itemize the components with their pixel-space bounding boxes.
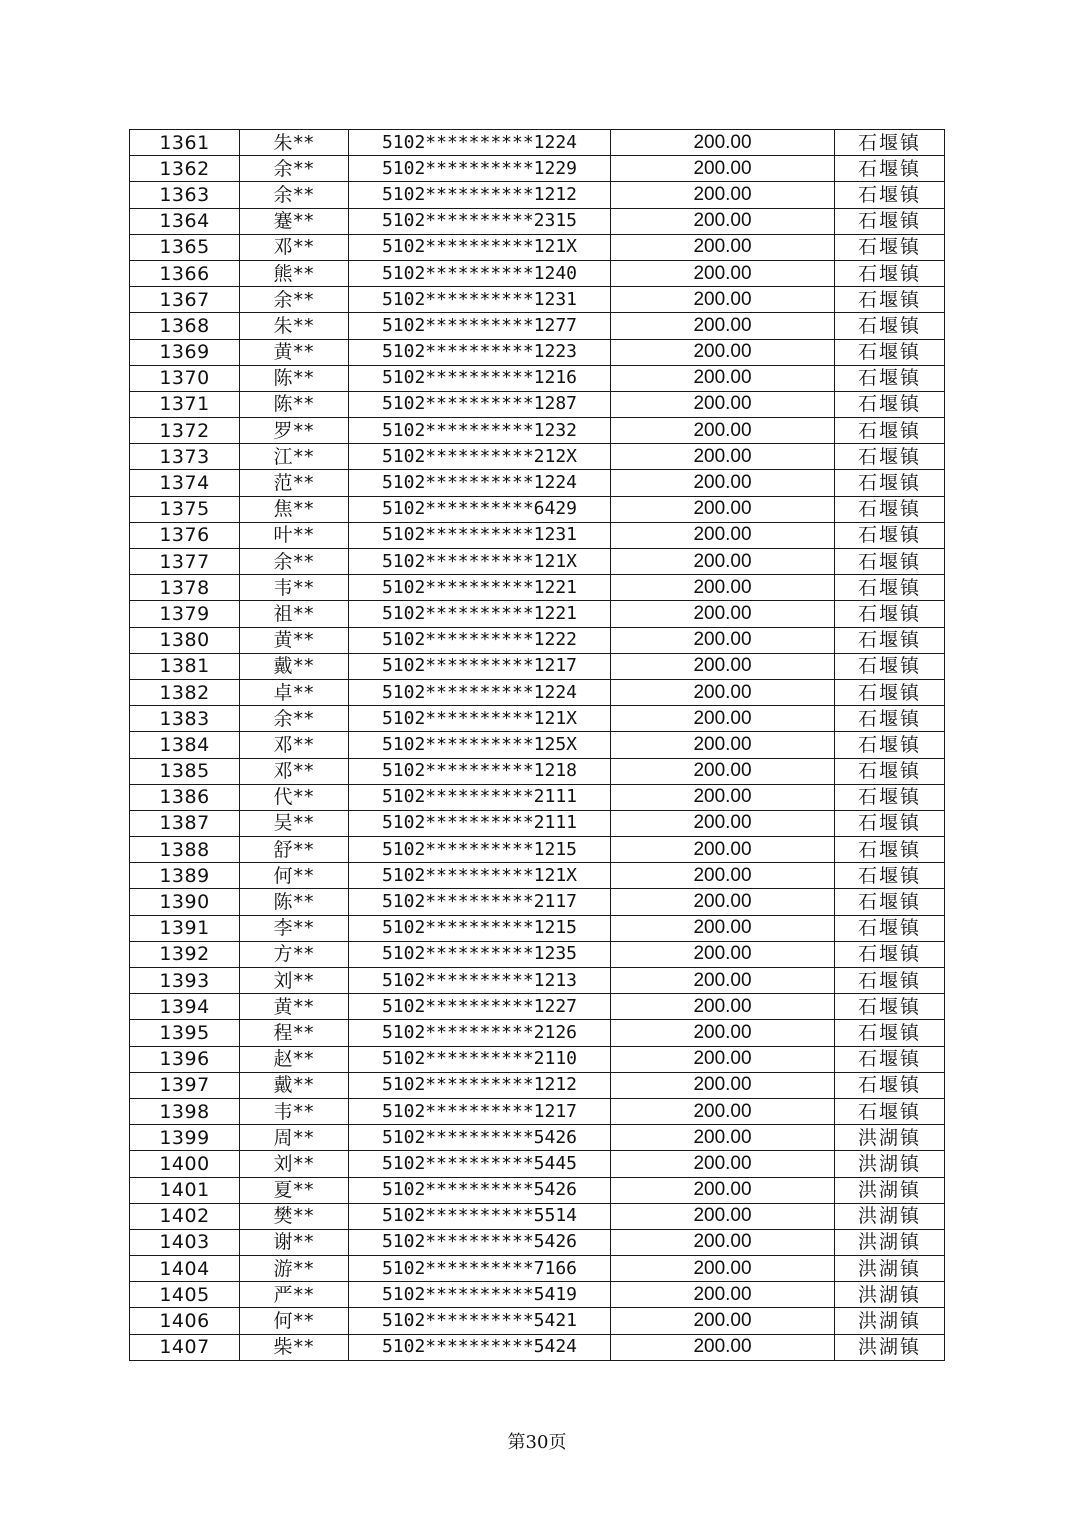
id-number: 5102**********5426 [349, 1125, 611, 1151]
subsidy-amount: 200.00 [611, 1125, 835, 1151]
id-number: 5102**********6429 [349, 496, 611, 522]
id-number: 5102**********121X [349, 706, 611, 732]
id-number: 5102**********1212 [349, 1072, 611, 1098]
person-name: 戴** [240, 653, 349, 679]
subsidy-amount: 200.00 [611, 1098, 835, 1124]
table-row [130, 1151, 945, 1177]
subsidy-amount: 200.00 [611, 287, 835, 313]
table-row [130, 1020, 945, 1046]
table-row [130, 915, 945, 941]
table-row [130, 182, 945, 208]
row-number: 1374 [130, 470, 240, 496]
table-row [130, 1308, 945, 1334]
person-name: 游** [240, 1256, 349, 1282]
town-name: 洪湖镇 [835, 1125, 945, 1151]
row-number: 1380 [130, 627, 240, 653]
subsidy-amount: 200.00 [611, 1256, 835, 1282]
table-row [130, 234, 945, 260]
id-number: 5102**********2117 [349, 889, 611, 915]
id-number: 5102**********5426 [349, 1229, 611, 1255]
subsidy-amount: 200.00 [611, 889, 835, 915]
person-name: 祖** [240, 601, 349, 627]
subsidy-amount: 200.00 [611, 627, 835, 653]
table-row [130, 941, 945, 967]
id-number: 5102**********2126 [349, 1020, 611, 1046]
row-number: 1371 [130, 391, 240, 417]
town-name: 洪湖镇 [835, 1334, 945, 1360]
subsidy-amount: 200.00 [611, 156, 835, 182]
town-name: 洪湖镇 [835, 1308, 945, 1334]
subsidy-amount: 200.00 [611, 1203, 835, 1229]
person-name: 朱** [240, 130, 349, 156]
town-name: 石堰镇 [835, 706, 945, 732]
row-number: 1386 [130, 784, 240, 810]
table-row [130, 260, 945, 286]
table-row [130, 313, 945, 339]
town-name: 石堰镇 [835, 1072, 945, 1098]
person-name: 余** [240, 706, 349, 732]
person-name: 叶** [240, 522, 349, 548]
subsidy-amount: 200.00 [611, 182, 835, 208]
id-number: 5102**********1229 [349, 156, 611, 182]
row-number: 1375 [130, 496, 240, 522]
id-number: 5102**********1217 [349, 1098, 611, 1124]
subsidy-amount: 200.00 [611, 784, 835, 810]
id-number: 5102**********1231 [349, 522, 611, 548]
person-name: 余** [240, 182, 349, 208]
row-number: 1382 [130, 679, 240, 705]
subsidy-amount: 200.00 [611, 994, 835, 1020]
table-row [130, 1256, 945, 1282]
subsidy-amount: 200.00 [611, 1308, 835, 1334]
table-row [130, 1072, 945, 1098]
person-name: 黄** [240, 339, 349, 365]
id-number: 5102**********1231 [349, 287, 611, 313]
table-row [130, 1098, 945, 1124]
subsidy-amount: 200.00 [611, 732, 835, 758]
row-number: 1378 [130, 575, 240, 601]
id-number: 5102**********2111 [349, 784, 611, 810]
table-row [130, 732, 945, 758]
town-name: 洪湖镇 [835, 1282, 945, 1308]
row-number: 1389 [130, 863, 240, 889]
subsidy-amount: 200.00 [611, 1229, 835, 1255]
id-number: 5102**********1240 [349, 260, 611, 286]
id-number: 5102**********1223 [349, 339, 611, 365]
row-number: 1379 [130, 601, 240, 627]
row-number: 1403 [130, 1229, 240, 1255]
id-number: 5102**********1213 [349, 968, 611, 994]
row-number: 1367 [130, 287, 240, 313]
row-number: 1365 [130, 234, 240, 260]
id-number: 5102**********7166 [349, 1256, 611, 1282]
person-name: 韦** [240, 575, 349, 601]
table-row [130, 1203, 945, 1229]
id-number: 5102**********1212 [349, 182, 611, 208]
table-row [130, 391, 945, 417]
row-number: 1370 [130, 365, 240, 391]
table-row [130, 418, 945, 444]
subsidy-amount: 200.00 [611, 941, 835, 967]
table-row [130, 339, 945, 365]
row-number: 1376 [130, 522, 240, 548]
person-name: 邓** [240, 234, 349, 260]
person-name: 黄** [240, 627, 349, 653]
person-name: 方** [240, 941, 349, 967]
town-name: 石堰镇 [835, 915, 945, 941]
person-name: 余** [240, 287, 349, 313]
person-name: 戴** [240, 1072, 349, 1098]
table-row [130, 287, 945, 313]
row-number: 1396 [130, 1046, 240, 1072]
page-number: 第30页 [507, 1432, 567, 1453]
subsidy-amount: 200.00 [611, 706, 835, 732]
town-name: 石堰镇 [835, 784, 945, 810]
row-number: 1381 [130, 653, 240, 679]
person-name: 余** [240, 549, 349, 575]
person-name: 代** [240, 784, 349, 810]
person-name: 邓** [240, 758, 349, 784]
town-name: 石堰镇 [835, 863, 945, 889]
subsidy-amount: 200.00 [611, 679, 835, 705]
town-name: 石堰镇 [835, 1098, 945, 1124]
subsidy-amount: 200.00 [611, 863, 835, 889]
town-name: 石堰镇 [835, 679, 945, 705]
person-name: 周** [240, 1125, 349, 1151]
id-number: 5102**********2110 [349, 1046, 611, 1072]
subsidy-amount: 200.00 [611, 365, 835, 391]
table-row [130, 863, 945, 889]
id-number: 5102**********1235 [349, 941, 611, 967]
town-name: 石堰镇 [835, 941, 945, 967]
table-row [130, 444, 945, 470]
person-name: 柴** [240, 1334, 349, 1360]
person-name: 陈** [240, 391, 349, 417]
row-number: 1361 [130, 130, 240, 156]
subsidy-amount: 200.00 [611, 418, 835, 444]
id-number: 5102**********1215 [349, 837, 611, 863]
id-number: 5102**********1216 [349, 365, 611, 391]
row-number: 1388 [130, 837, 240, 863]
town-name: 洪湖镇 [835, 1229, 945, 1255]
row-number: 1390 [130, 889, 240, 915]
person-name: 严** [240, 1282, 349, 1308]
subsidy-amount: 200.00 [611, 653, 835, 679]
person-name: 何** [240, 863, 349, 889]
person-name: 樊** [240, 1203, 349, 1229]
table-row [130, 653, 945, 679]
table-row [130, 706, 945, 732]
id-number: 5102**********212X [349, 444, 611, 470]
table-row [130, 784, 945, 810]
row-number: 1383 [130, 706, 240, 732]
table-row [130, 627, 945, 653]
town-name: 石堰镇 [835, 889, 945, 915]
table-row [130, 1229, 945, 1255]
town-name: 石堰镇 [835, 732, 945, 758]
subsidy-amount: 200.00 [611, 601, 835, 627]
town-name: 石堰镇 [835, 156, 945, 182]
town-name: 石堰镇 [835, 339, 945, 365]
person-name: 江** [240, 444, 349, 470]
town-name: 石堰镇 [835, 575, 945, 601]
subsidy-amount: 200.00 [611, 1334, 835, 1360]
subsidy-amount: 200.00 [611, 968, 835, 994]
id-number: 5102**********5445 [349, 1151, 611, 1177]
town-name: 石堰镇 [835, 391, 945, 417]
town-name: 石堰镇 [835, 653, 945, 679]
row-number: 1377 [130, 549, 240, 575]
town-name: 石堰镇 [835, 182, 945, 208]
person-name: 何** [240, 1308, 349, 1334]
row-number: 1363 [130, 182, 240, 208]
row-number: 1399 [130, 1125, 240, 1151]
row-number: 1394 [130, 994, 240, 1020]
id-number: 5102**********1221 [349, 575, 611, 601]
subsidy-amount: 200.00 [611, 496, 835, 522]
row-number: 1397 [130, 1072, 240, 1098]
town-name: 石堰镇 [835, 260, 945, 286]
person-name: 黄** [240, 994, 349, 1020]
town-name: 石堰镇 [835, 313, 945, 339]
person-name: 朱** [240, 313, 349, 339]
table-row [130, 1177, 945, 1203]
person-name: 刘** [240, 968, 349, 994]
table-row [130, 575, 945, 601]
id-number: 5102**********5424 [349, 1334, 611, 1360]
subsidy-amount: 200.00 [611, 260, 835, 286]
table-row [130, 156, 945, 182]
table-row [130, 1046, 945, 1072]
row-number: 1400 [130, 1151, 240, 1177]
row-number: 1405 [130, 1282, 240, 1308]
town-name: 石堰镇 [835, 968, 945, 994]
row-number: 1372 [130, 418, 240, 444]
town-name: 石堰镇 [835, 470, 945, 496]
row-number: 1407 [130, 1334, 240, 1360]
table-row [130, 1282, 945, 1308]
id-number: 5102**********1217 [349, 653, 611, 679]
table-row [130, 208, 945, 234]
person-name: 陈** [240, 889, 349, 915]
id-number: 5102**********5419 [349, 1282, 611, 1308]
person-name: 赵** [240, 1046, 349, 1072]
roster-body [130, 130, 945, 1361]
town-name: 石堰镇 [835, 758, 945, 784]
person-name: 程** [240, 1020, 349, 1046]
subsidy-amount: 200.00 [611, 391, 835, 417]
person-name: 舒** [240, 837, 349, 863]
table-row [130, 679, 945, 705]
id-number: 5102**********1221 [349, 601, 611, 627]
id-number: 5102**********1224 [349, 470, 611, 496]
id-number: 5102**********1287 [349, 391, 611, 417]
person-name: 焦** [240, 496, 349, 522]
town-name: 洪湖镇 [835, 1151, 945, 1177]
town-name: 石堰镇 [835, 130, 945, 156]
person-name: 韦** [240, 1098, 349, 1124]
subsidy-amount: 200.00 [611, 1020, 835, 1046]
row-number: 1402 [130, 1203, 240, 1229]
table-row [130, 1125, 945, 1151]
row-number: 1406 [130, 1308, 240, 1334]
town-name: 石堰镇 [835, 234, 945, 260]
subsidy-amount: 200.00 [611, 470, 835, 496]
table-row [130, 758, 945, 784]
town-name: 石堰镇 [835, 601, 945, 627]
row-number: 1373 [130, 444, 240, 470]
person-name: 吴** [240, 810, 349, 836]
person-name: 范** [240, 470, 349, 496]
subsidy-amount: 200.00 [611, 837, 835, 863]
table-row [130, 522, 945, 548]
row-number: 1369 [130, 339, 240, 365]
town-name: 石堰镇 [835, 627, 945, 653]
table-row [130, 549, 945, 575]
id-number: 5102**********121X [349, 234, 611, 260]
subsidy-amount: 200.00 [611, 915, 835, 941]
town-name: 石堰镇 [835, 1046, 945, 1072]
person-name: 蹇** [240, 208, 349, 234]
town-name: 石堰镇 [835, 1020, 945, 1046]
subsidy-amount: 200.00 [611, 758, 835, 784]
subsidy-amount: 200.00 [611, 1177, 835, 1203]
subsidy-amount: 200.00 [611, 1282, 835, 1308]
row-number: 1395 [130, 1020, 240, 1046]
id-number: 5102**********5514 [349, 1203, 611, 1229]
id-number: 5102**********125X [349, 732, 611, 758]
id-number: 5102**********5421 [349, 1308, 611, 1334]
subsidy-amount: 200.00 [611, 339, 835, 365]
person-name: 熊** [240, 260, 349, 286]
row-number: 1401 [130, 1177, 240, 1203]
row-number: 1398 [130, 1098, 240, 1124]
row-number: 1368 [130, 313, 240, 339]
subsidy-amount: 200.00 [611, 549, 835, 575]
town-name: 洪湖镇 [835, 1203, 945, 1229]
subsidy-amount: 200.00 [611, 208, 835, 234]
town-name: 石堰镇 [835, 496, 945, 522]
table-row [130, 1334, 945, 1360]
row-number: 1385 [130, 758, 240, 784]
subsidy-amount: 200.00 [611, 575, 835, 601]
table-row [130, 837, 945, 863]
person-name: 谢** [240, 1229, 349, 1255]
id-number: 5102**********121X [349, 549, 611, 575]
town-name: 石堰镇 [835, 287, 945, 313]
person-name: 卓** [240, 679, 349, 705]
subsidy-amount: 200.00 [611, 234, 835, 260]
subsidy-amount: 200.00 [611, 1046, 835, 1072]
town-name: 洪湖镇 [835, 1177, 945, 1203]
person-name: 余** [240, 156, 349, 182]
row-number: 1391 [130, 915, 240, 941]
town-name: 石堰镇 [835, 365, 945, 391]
table-row [130, 470, 945, 496]
town-name: 石堰镇 [835, 522, 945, 548]
person-name: 邓** [240, 732, 349, 758]
id-number: 5102**********121X [349, 863, 611, 889]
row-number: 1366 [130, 260, 240, 286]
id-number: 5102**********1232 [349, 418, 611, 444]
table-row [130, 889, 945, 915]
id-number: 5102**********1218 [349, 758, 611, 784]
person-name: 夏** [240, 1177, 349, 1203]
id-number: 5102**********5426 [349, 1177, 611, 1203]
town-name: 石堰镇 [835, 418, 945, 444]
town-name: 洪湖镇 [835, 1256, 945, 1282]
row-number: 1362 [130, 156, 240, 182]
subsidy-amount: 200.00 [611, 810, 835, 836]
table-row [130, 601, 945, 627]
town-name: 石堰镇 [835, 837, 945, 863]
id-number: 5102**********1215 [349, 915, 611, 941]
town-name: 石堰镇 [835, 810, 945, 836]
row-number: 1387 [130, 810, 240, 836]
row-number: 1392 [130, 941, 240, 967]
subsidy-roster-table [129, 129, 945, 1361]
id-number: 5102**********2111 [349, 810, 611, 836]
row-number: 1393 [130, 968, 240, 994]
person-name: 李** [240, 915, 349, 941]
id-number: 5102**********1222 [349, 627, 611, 653]
person-name: 罗** [240, 418, 349, 444]
subsidy-amount: 200.00 [611, 444, 835, 470]
subsidy-amount: 200.00 [611, 1151, 835, 1177]
table-row [130, 496, 945, 522]
table-row [130, 994, 945, 1020]
row-number: 1384 [130, 732, 240, 758]
table-row [130, 968, 945, 994]
person-name: 刘** [240, 1151, 349, 1177]
subsidy-amount: 200.00 [611, 522, 835, 548]
id-number: 5102**********1224 [349, 130, 611, 156]
subsidy-amount: 200.00 [611, 130, 835, 156]
row-number: 1364 [130, 208, 240, 234]
town-name: 石堰镇 [835, 994, 945, 1020]
subsidy-amount: 200.00 [611, 1072, 835, 1098]
id-number: 5102**********1227 [349, 994, 611, 1020]
row-number: 1404 [130, 1256, 240, 1282]
table-row [130, 365, 945, 391]
table-row [130, 810, 945, 836]
town-name: 石堰镇 [835, 444, 945, 470]
town-name: 石堰镇 [835, 208, 945, 234]
id-number: 5102**********1224 [349, 679, 611, 705]
town-name: 石堰镇 [835, 549, 945, 575]
subsidy-amount: 200.00 [611, 313, 835, 339]
id-number: 5102**********1277 [349, 313, 611, 339]
table-row [130, 130, 945, 156]
id-number: 5102**********2315 [349, 208, 611, 234]
person-name: 陈** [240, 365, 349, 391]
